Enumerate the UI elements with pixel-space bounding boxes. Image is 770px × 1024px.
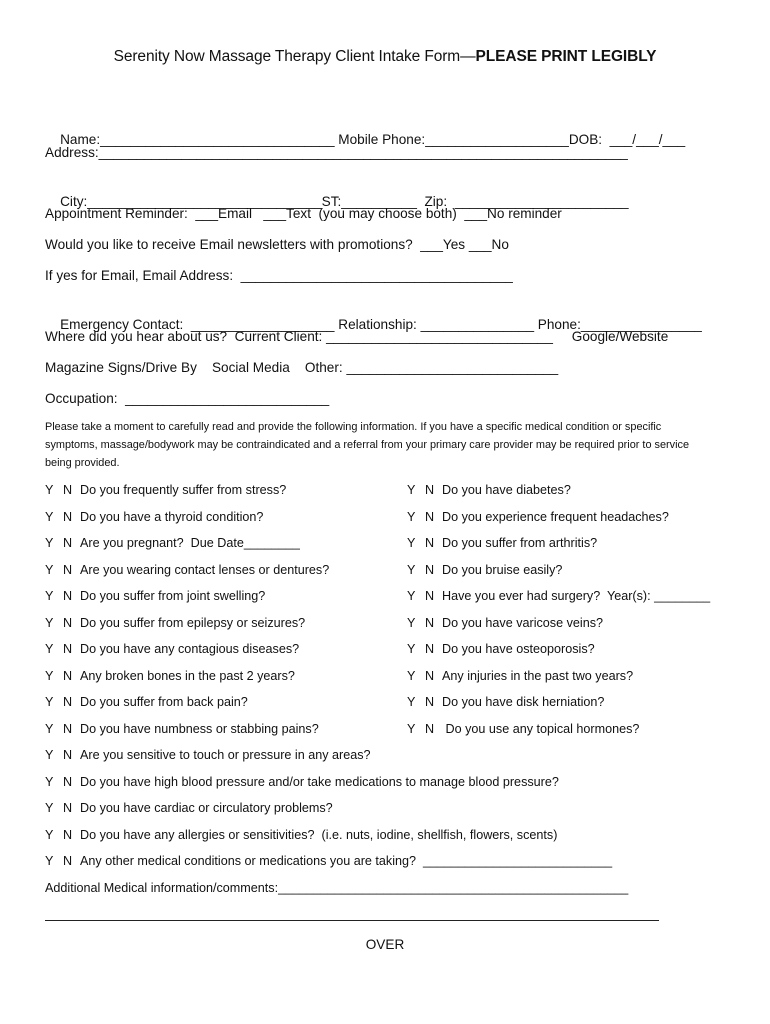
yes-option[interactable]: Y [45,536,54,550]
question-text: Do you suffer from arthritis? [442,536,598,550]
yes-no-options [45,587,80,605]
no-option[interactable]: N [425,695,435,709]
emergency-phone-field[interactable]: Phone:________________ [534,317,702,332]
yes-no-options [407,614,442,632]
zip-field[interactable]: Zip: _______________________ [416,194,629,209]
emergency-contact-field[interactable]: Emergency Contact: ___________________ [60,317,335,332]
over-label: OVER [365,937,405,952]
state-field[interactable]: ST:__________ [321,194,417,209]
question-text: Any injuries in the past two years? [442,668,634,683]
yes-no-options [407,693,442,711]
referral-other-line[interactable]: Magazine Signs/Drive By Social Media Other: ____________________________ [45,360,559,375]
yes-no-options [407,640,442,658]
yes-option[interactable]: Y [407,589,416,603]
yes-option[interactable]: Y [407,509,416,524]
no-option[interactable]: N [63,695,73,709]
yes-option[interactable]: Y [45,642,54,656]
yes-no-options [45,852,80,870]
yes-no-options [45,799,80,817]
yes-option[interactable]: Y [45,774,54,789]
no-option[interactable]: N [63,668,73,683]
yes-no-options [45,508,80,526]
question-row [407,693,604,711]
no-option[interactable]: N [63,827,73,842]
no-option[interactable]: N [63,774,73,789]
question-text: Do you have any contagious diseases? [80,642,300,656]
yes-option[interactable]: Y [407,536,416,550]
yes-no-options [407,587,442,605]
question-text: Any other medical conditions or medications you are taking? ___________________________ [80,854,613,868]
dob-field[interactable]: DOB: ___/___/___ [568,132,686,147]
question-row [45,640,299,658]
yes-no-options [407,534,442,552]
question-text: Do you suffer from back pain? [80,695,248,709]
question-row [45,508,263,526]
additional-comments-field[interactable]: Additional Medical information/comments:__________________________________________________ [45,881,629,895]
yes-option[interactable]: Y [407,615,416,630]
yes-option[interactable]: Y [45,801,54,815]
yes-option[interactable]: Y [407,695,416,709]
question-text: Do you suffer from epilepsy or seizures? [80,615,306,630]
question-text: Are you pregnant? Due Date________ [80,536,300,550]
yes-no-options [45,614,80,632]
question-text: Do you have diabetes? [442,483,571,497]
question-row [407,640,595,658]
question-row [45,614,305,632]
yes-option[interactable]: Y [45,615,54,630]
question-row [45,746,371,764]
yes-no-options [45,561,80,579]
form-title-emphasis: PLEASE PRINT LEGIBLY [475,48,657,65]
yes-no-options [407,561,442,579]
question-row [45,534,300,552]
yes-option[interactable]: Y [45,668,54,683]
question-row [45,481,286,499]
yes-no-options [45,773,80,791]
question-text: Do you have osteoporosis? [442,642,595,656]
question-row [407,481,571,499]
no-option[interactable]: N [63,801,73,815]
yes-option[interactable]: Y [407,483,416,497]
no-option[interactable]: N [425,536,435,550]
no-option[interactable]: N [425,509,435,524]
no-option[interactable]: N [425,721,435,736]
form-title [0,48,770,66]
no-option[interactable]: N [425,615,435,630]
yes-no-options [45,826,80,844]
question-row [407,614,603,632]
newsletter-line[interactable]: Would you like to receive Email newsletters with promotions? ___Yes ___No [45,237,509,252]
question-text: Do you have high blood pressure and/or take medications to manage blood pressure? [80,774,559,789]
question-row [407,720,639,738]
question-row [45,587,265,605]
question-row [45,826,557,844]
yes-option[interactable]: Y [407,642,416,656]
question-row [407,508,669,526]
yes-no-options [45,534,80,552]
question-text: Are you sensitive to touch or pressure in any areas? [80,748,371,762]
question-text: Do you bruise easily? [442,562,563,577]
mobile-phone-field[interactable]: Mobile Phone:___________________ [334,132,569,147]
no-option[interactable]: N [425,589,435,603]
yes-no-options [45,640,80,658]
question-text: Do you use any topical hormones? [442,721,640,736]
yes-no-options [407,720,442,738]
question-row [45,799,333,817]
question-row [45,773,559,791]
question-row [407,667,633,685]
question-text: Do you suffer from joint swelling? [80,589,266,603]
yes-option[interactable]: Y [45,854,54,868]
question-text: Do you have varicose veins? [442,615,604,630]
yes-no-options [45,667,80,685]
question-row [45,561,329,579]
question-row [407,587,710,605]
yes-option[interactable]: Y [45,509,54,524]
yes-option[interactable]: Y [407,668,416,683]
yes-option[interactable]: Y [45,483,54,497]
no-option[interactable]: N [425,668,435,683]
no-option[interactable]: N [63,615,73,630]
yes-no-options [407,481,442,499]
email-address-field[interactable]: If yes for Email, Email Address: ____________________________________ [45,268,513,283]
no-option[interactable]: N [63,854,73,868]
question-text: Do you experience frequent headaches? [442,509,669,524]
no-option[interactable]: N [425,483,435,497]
question-text: Do you frequently suffer from stress? [80,483,287,497]
yes-no-options [407,508,442,526]
yes-no-options [45,693,80,711]
yes-no-options [45,481,80,499]
form-title-text: Serenity Now Massage Therapy Client Intake Form— [113,48,476,65]
relationship-field[interactable]: Relationship: _______________ [334,317,535,332]
question-text: Do you have a thyroid condition? [80,509,264,524]
no-option[interactable]: N [63,509,73,524]
question-row [407,561,562,579]
question-row [45,693,248,711]
yes-option[interactable]: Y [45,721,54,736]
address-field[interactable]: Address:______________________________________________________________________ [45,145,628,160]
yes-no-options [45,746,80,764]
no-option[interactable]: N [63,721,73,736]
question-text: Are you wearing contact lenses or dentures? [80,562,330,577]
question-text: Do you have numbness or stabbing pains? [80,721,319,736]
yes-option[interactable]: Y [45,827,54,842]
no-option[interactable]: N [425,562,435,577]
question-text: Have you ever had surgery? Year(s): ________ [442,589,711,603]
question-text: Do you have disk herniation? [442,695,605,709]
yes-no-options [45,720,80,738]
question-text: Do you have any allergies or sensitivities? (i.e. nuts, iodine, shellfish, flowers, scents) [80,827,558,842]
question-row [45,852,612,870]
question-row [407,534,597,552]
no-option[interactable]: N [63,642,73,656]
no-option[interactable]: N [63,748,73,762]
no-option[interactable]: N [63,536,73,550]
yes-option[interactable]: Y [407,562,416,577]
no-option[interactable]: N [425,642,435,656]
question-row [45,667,295,685]
yes-no-options [407,667,442,685]
yes-option[interactable]: Y [45,589,54,603]
yes-option[interactable]: Y [45,695,54,709]
no-option[interactable]: N [63,589,73,603]
city-field[interactable]: City:_______________________________ [60,194,322,209]
comments-continuation-line [45,920,659,921]
yes-option[interactable]: Y [45,748,54,762]
name-field[interactable]: Name:_______________________________ [60,132,335,147]
occupation-field[interactable]: Occupation: ___________________________ [45,391,330,406]
medical-notice: Please take a moment to carefully read and provide the following information. If you have a specific medical condition or specific symptoms, massage/bodywork may be contraindicated and a referral from your primary care provider may be required prior to service being provided. [45,421,690,469]
appointment-reminder-line[interactable]: Appointment Reminder: ___Email ___Text (you may choose both) ___No reminder [45,206,562,221]
yes-option[interactable]: Y [407,721,416,736]
no-option[interactable]: N [63,483,73,497]
yes-option[interactable]: Y [45,562,54,577]
referral-source-line[interactable]: Where did you hear about us? Current Client: ______________________________ Google/Website [45,329,669,344]
question-row [45,720,319,738]
question-text: Do you have cardiac or circulatory problems? [80,801,333,815]
no-option[interactable]: N [63,562,73,577]
question-text: Any broken bones in the past 2 years? [80,668,295,683]
